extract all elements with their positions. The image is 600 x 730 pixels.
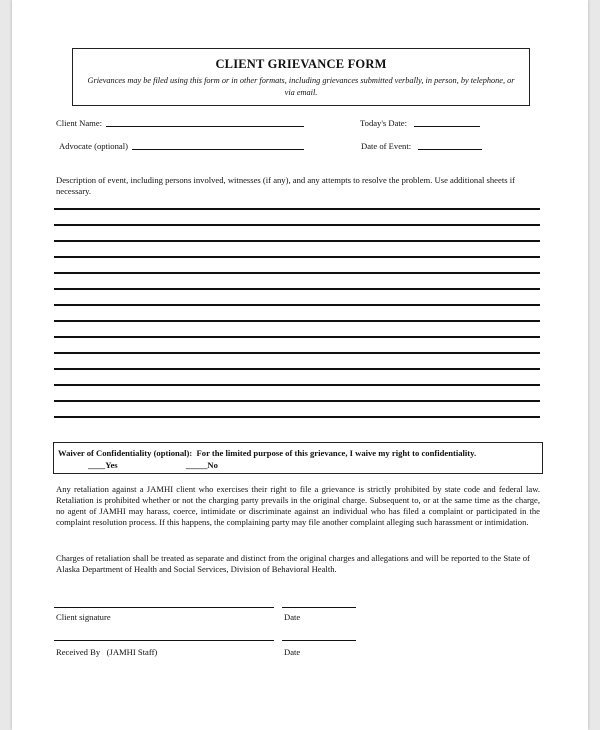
- client-date-label: Date: [284, 612, 301, 622]
- waiver-yes-label: Yes: [105, 460, 118, 470]
- client-signature-line[interactable]: [54, 607, 274, 608]
- staff-date-label: Date: [284, 647, 301, 657]
- description-line[interactable]: [54, 288, 540, 290]
- waiver-options: [88, 460, 218, 470]
- description-line[interactable]: [54, 384, 540, 386]
- form-subtitle: Grievances may be filed using this form or in other formats, including grievances submitted verbally, in person, by telephone, or via email.: [87, 76, 515, 97]
- received-by-label: [56, 647, 157, 657]
- waiver-yes-blank[interactable]: ____: [88, 460, 106, 470]
- description-line[interactable]: [54, 368, 540, 370]
- description-line[interactable]: [54, 416, 540, 418]
- staff-date-line[interactable]: [282, 640, 356, 641]
- advocate-label: Advocate (optional): [59, 141, 128, 151]
- staff-signature-line[interactable]: [54, 640, 274, 641]
- client-date-line[interactable]: [282, 607, 356, 608]
- description-line[interactable]: [54, 240, 540, 242]
- waiver-statement: For the limited purpose of this grievance, I waive my right to confidentiality.: [196, 448, 477, 458]
- retaliation-reporting-paragraph: Charges of retaliation shall be treated as separate and distinct from the original charges and allegations and will be reported to the State of Alaska Department of Health and Social Services, Division of Behavioral Health.: [56, 553, 530, 574]
- waiver-no-blank[interactable]: _____: [185, 460, 208, 470]
- date-of-event-label: Date of Event:: [361, 141, 412, 151]
- header-box: [72, 48, 530, 106]
- description-line[interactable]: [54, 304, 540, 306]
- waiver-box: [53, 442, 543, 474]
- todays-date-label: Today's Date:: [360, 118, 408, 128]
- todays-date-field[interactable]: [414, 126, 480, 127]
- description-line[interactable]: [54, 256, 540, 258]
- form-title: CLIENT GRIEVANCE FORM: [215, 57, 387, 71]
- description-line[interactable]: [54, 208, 540, 210]
- jamhi-staff-text: (JAMHI Staff): [106, 647, 158, 657]
- client-name-field[interactable]: [106, 126, 304, 127]
- waiver-label: Waiver of Confidentiality (optional):: [58, 448, 193, 458]
- received-by-text: Received By: [56, 647, 101, 657]
- description-line[interactable]: [54, 272, 540, 274]
- form-page: [12, 0, 588, 730]
- waiver-label-line: [58, 448, 476, 458]
- client-signature-label: Client signature: [56, 612, 111, 622]
- description-line[interactable]: [54, 352, 540, 354]
- retaliation-paragraph: Any retaliation against a JAMHI client who exercises their right to file a grievance is strictly prohibited by state code and federal law. Retaliation is prohibited whether or not the charging party prevails in the original charge. Subsequent to, or at the same time as the charge, no agent of JAMHI may harass, coerce, intimidate or discriminate against an individual who has filed a complaint or participated in the complaint resolution process. If this happens, the complaining party may file another complaint alleging such harassment or intimidation.: [56, 484, 540, 527]
- waiver-no-label: No: [207, 460, 218, 470]
- date-of-event-field[interactable]: [418, 149, 482, 150]
- client-name-label: Client Name:: [56, 118, 103, 128]
- description-line[interactable]: [54, 400, 540, 402]
- description-line[interactable]: [54, 320, 540, 322]
- advocate-field[interactable]: [132, 149, 304, 150]
- description-line[interactable]: [54, 224, 540, 226]
- description-instructions: Description of event, including persons involved, witnesses (if any), and any attempts to resolve the problem. Use additional sheets if necessary.: [56, 175, 515, 196]
- description-line[interactable]: [54, 336, 540, 338]
